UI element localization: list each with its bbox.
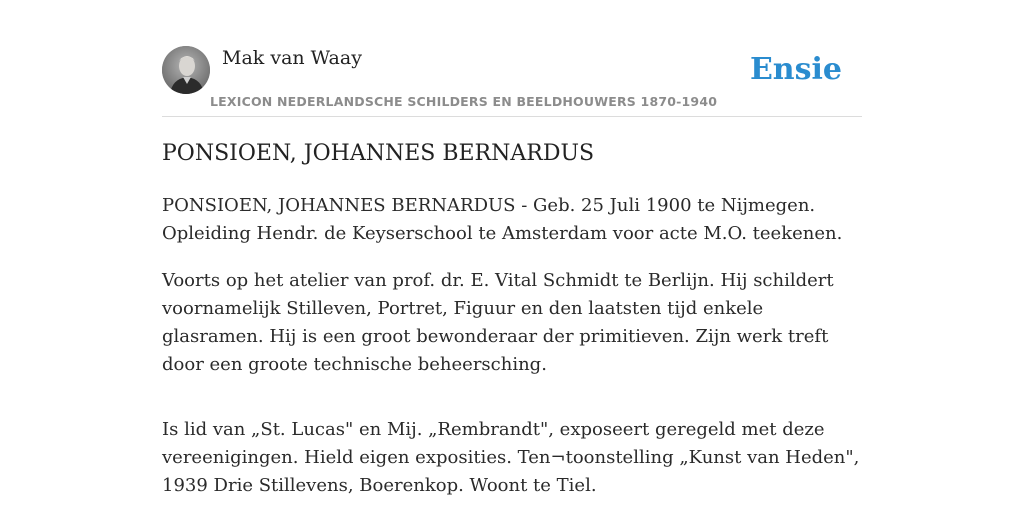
header [162,46,862,117]
portrait-image [162,46,210,94]
avatar[interactable] [162,46,210,94]
paragraph: PONSIOEN, JOHANNES BERNARDUS - Geb. 25 Juli 1900 te Nijmegen. Opleiding Hendr. de Keyserschool te Amsterdam voor acte M.O. teekenen. [162,195,843,244]
brand-logo[interactable]: Ensie [749,52,842,87]
author-name[interactable]: Mak van Waay [222,47,362,69]
source-title[interactable]: LEXICON NEDERLANDSCHE SCHILDERS EN BEELDHOUWERS 1870-1940 [210,94,718,109]
article-body [162,192,866,512]
page-title: PONSIOEN, JOHANNES BERNARDUS [162,141,595,166]
paragraph: Voorts op het atelier van prof. dr. E. Vital Schmidt te Berlijn. Hij schildert voornamelijk Stilleven, Portret, Figuur en den laatsten tijd enkele glasramen. Hij is een groot bewonderaar der primitieven. Zijn werk treft door een groote technische beheersching. [162,270,834,375]
paragraph: Is lid van „St. Lucas" en Mij. „Rembrandt", exposeert geregeld met deze vereenigingen. Hield eigen exposities. Ten¬toonstelling „Kunst van Heden", 1939 Drie Stillevens, Boerenkop. Woont te Tiel. [162,419,860,496]
